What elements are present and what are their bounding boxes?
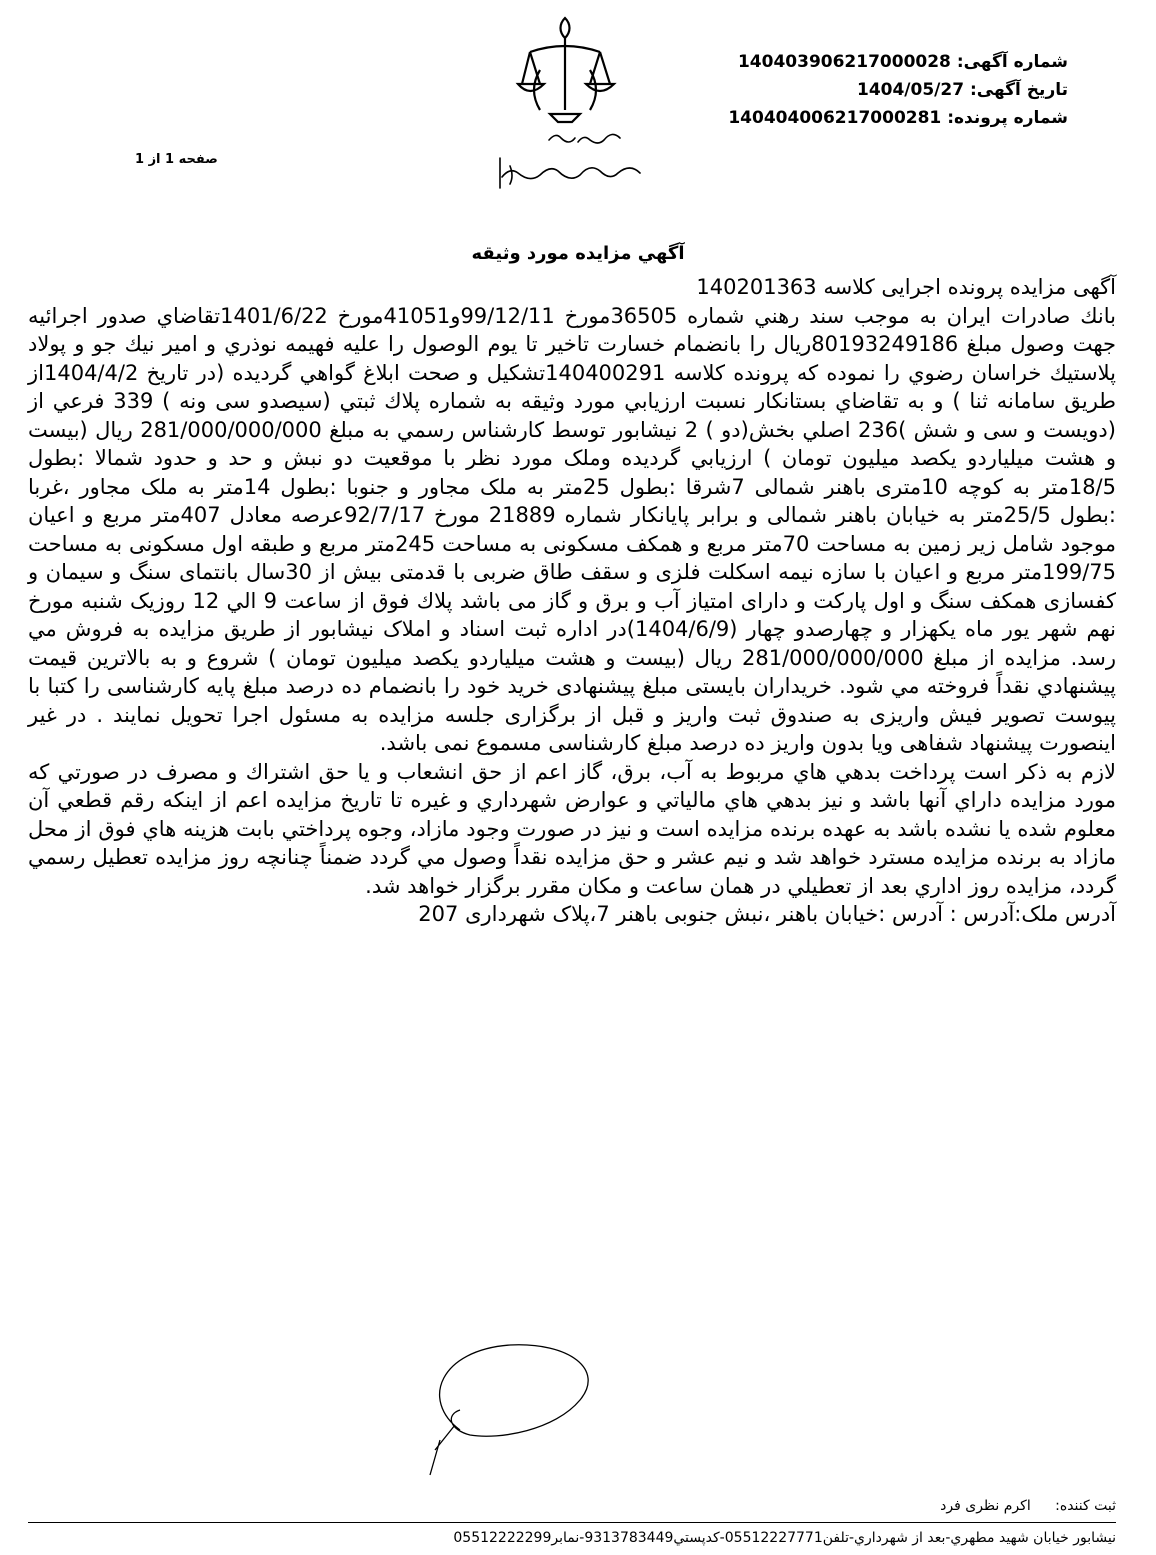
registrar-label: ثبت كننده: — [1055, 1498, 1116, 1514]
notice-number-row — [708, 48, 1068, 76]
page-indicator: صفحه 1 از 1 — [135, 152, 218, 167]
document-body — [28, 273, 1116, 929]
footer-divider — [28, 1522, 1116, 1523]
heading-line: آگهی مزایده پرونده اجرایی کلاسه 140201363 — [696, 275, 1116, 299]
property-address: آدرس ملک:آدرس : آدرس :خیابان باهنر ،نبش جنوبی باهنر 7،پلاک شهرداری 207 — [418, 902, 1116, 926]
registrar-name: اکرم نظری فرد — [940, 1498, 1031, 1514]
notice-date: 1404/05/27 — [856, 80, 965, 100]
notice-number-label: شماره آگهی: — [956, 52, 1068, 72]
signature-icon — [400, 1330, 630, 1480]
judiciary-emblem-icon — [510, 10, 620, 130]
notice-number: 140403906217000028 — [737, 52, 951, 72]
paragraph-main: بانك صادرات ايران به موجب سند رهني شماره 36505مورخ 99/12/11و41051مورخ 1401/6/22تقاضاي صدور اجرائيه جهت وصول مبلغ 80193249186ريال را بانضمام خسارت تاخير تا يوم الوصول را عليه فهيمه نوذري و امير نيك جو و پولاد پلاستيك خراسان رضوي را نموده كه پرونده كلاسه 140400291تشكيل و صحت ابلاغ گواهي گرديده (در تاريخ 1404/4/2از طريق سامانه ثنا ) و به تقاضاي بستانكار نسبت ارزيابي مورد وثيقه به شماره پلاك ثبتي (سيصدو سی ونه ) 339 فرعي از (دويست و سی و شش )236 اصلي بخش(دو ) 2 نيشابور توسط كارشناس رسمي به مبلغ 281/000/000/000 ريال (بيست و هشت ميلياردو يكصد ميليون تومان ) ارزيابي گرديده وملک مورد نظر با موقعيت دو نبش و حد و حدود شمالا :بطول 18/5متر به کوچه 10متری باهنر شمالی 7شرقا :بطول 25متر به ملک مجاور و جنوبا :بطول 14متر به ملک مجاور ،غربا :بطول 25/5متر به خیابان باهنر شمالی و برابر پایانکار شماره 21889 مورخ 92/7/17عرصه معادل 407متر مربع و اعیان موجود شامل زیر زمین به مساحت 70متر مربع و همکف مسکونی به مساحت 245متر مربع و طبقه اول مسکونی به مساحت 199/75متر مربع و اعیان با سازه نیمه اسکلت فلزی و سقف طاق ضربی با قدمتی بیش از 30سال بانتمای سنگ و سیمان و کفسازی همکف سنگ و اول پارکت و دارای امتیاز آب و برق و گاز می باشد پلاك فوق از ساعت 9 الي 12 روزيک شنبه مورخ نهم شهر یور ماه یکهزار و چهارصدو چهار (1404/6/9)در اداره ثبت اسناد و املاک نيشابور از طريق مزايده به فروش مي رسد. مزايده از مبلغ 281/000/000/000 ريال (بيست و هشت ميلياردو يكصد ميليون تومان ) شروع و به بالاترين قيمت پيشنهادي نقداً فروخته مي شود. خریداران بایستی مبلغ پیشنهادی خرید خود را بانضمام ده درصد مبلغ پایه کارشناسی را کتبا با پیوست تصویر فیش واریزی به صندوق ثبت واریز و قبل از برگزاری جلسه مزایده به مسئول اجرا تحویل نمایند . در غیر اینصورت پیشنهاد شفاهی ویا بدون واریز ده درصد مبلغ کارشناسی مسموع نمی باشد. — [28, 303, 1117, 755]
document-title: آگهي مزايده مورد وثيقه — [471, 243, 685, 264]
file-number: 140404006217000281 — [728, 108, 942, 128]
paragraph-conditions: لازم به ذكر است پرداخت بدهي هاي مربوط به آب، برق، گاز اعم از حق انشعاب و يا حق اشتراك و مصرف در صورتي كه مورد مزايده داراي آنها باشد و نيز بدهي هاي مالياتي و عوارض شهرداري و غيره تا تاريخ مزايده اعم از اينكه رقم قطعي آن معلوم شده يا نشده باشد به عهده برنده مزايده است و نيز در صورت وجود مازاد، وجوه پرداختي بابت هزينه هاي فوق از محل مازاد به برنده مزايده مسترد خواهد شد و نيم عشر و حق مزايده نقداً وصول مي گردد ضمناً چنانچه روز مزايده تعطيل رسمي گردد، مزايده روز اداري بعد از تعطيلي در همان ساعت و مكان مقرر برگزار خواهد شد. — [28, 759, 1116, 898]
registrar — [940, 1498, 1116, 1514]
emblem-caption — [470, 118, 660, 198]
notice-date-row — [708, 76, 1068, 104]
notice-date-label: تاریخ آگهی: — [969, 80, 1068, 100]
file-number-label: شماره پرونده: — [947, 108, 1068, 128]
notice-meta — [708, 48, 1068, 132]
office-info: نيشابور خيابان شهيد مطهري-بعد از شهرداري-تلفن05512227771-كدپستي9313783449-نمابر05512222299 — [453, 1530, 1116, 1546]
file-number-row — [708, 104, 1068, 132]
